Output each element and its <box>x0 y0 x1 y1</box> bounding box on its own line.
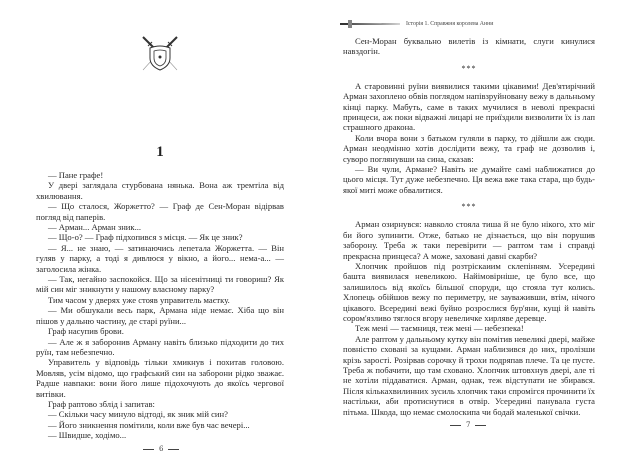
folio-dash <box>475 425 486 427</box>
chapter-number: 1 <box>156 144 164 160</box>
paragraph: Хлопчик пройшов під розтріскаиим склепінням. Усередині башта виявилася невеликою. Найімовірніше, це було все, що залишилось від якоїсь більшої споруди, що стояла тут колись. Хлопець обійшов вежу по периметру, не зауваживши, втім, нічого цікавого. Всередині вежі буйно розрослися бур'яни, кущі й навіть сором'язливо тяглося вгору невеличке хирляве деревце. <box>343 260 595 323</box>
right-page <box>320 0 640 453</box>
paragraph: Коли вчора вони з батьком гуляли в парку, то дійшли аж сюди. Арман неодмінно хотів дослідити вежу, та граф не дозволив і, суворо поглянувши на сина, сказав: <box>343 132 595 164</box>
paragraph: У двері заглядала стурбована нянька. Вона аж тремтіла від хвилювання. <box>36 180 284 201</box>
left-page <box>0 0 320 453</box>
paragraph: — Я... не знаю, — затинаючись лепетала Жоржетта. — Він гуляв у парку, а тоді я дивлюся у вікно, а його... нема-а... — заголосила жінка. <box>36 242 284 274</box>
paragraph: А старовинні руїни виявилися такими цікавими! Дев'ятирічний Арман захоплено обвів поглядом напівзруйновану вежу в дальньому кінці парку. Мабуть, саме в таких мучилися в неволі прекрасні принцеси, аж поки відважні лицарі не приїздили визволити їх із лап страшного дракона. <box>343 80 595 133</box>
paragraph: — Арман... Арман зник... <box>48 222 142 233</box>
section-separator: *** <box>461 63 477 73</box>
page-number: 6 <box>159 445 164 453</box>
paragraph: Тим часом у дверях уже стояв управитель маєтку. <box>48 294 230 305</box>
folio-dash <box>450 425 461 427</box>
page-number-right <box>450 421 486 430</box>
paragraph: — Ми обшукали весь парк, Армана ніде немає. Хіба що він пішов у дальню частину, де старі руїни... <box>36 305 284 326</box>
paragraph: — Скільки часу минуло відтоді, як зник мій син? <box>48 409 228 420</box>
running-head <box>340 20 493 28</box>
sword-icon <box>340 20 400 28</box>
paragraph: — Швидше, ходімо... <box>48 430 127 441</box>
paragraph: Теж мені — таємниця, теж мені — небезпека! <box>355 323 524 334</box>
paragraph: — Що-о? — Граф підхопився з місця. — Як це зник? <box>48 232 243 243</box>
right-body-text <box>343 36 595 417</box>
paragraph: Сен-Моран буквально вилетів із кімнати, слуги кинулися навздогін. <box>343 36 595 57</box>
paragraph: — Але ж я заборонив Арману навіть близько підходити до тих руїн, там небезпечно. <box>36 336 284 357</box>
page-number: 7 <box>466 421 471 429</box>
paragraph: — Пане графе! <box>48 170 104 180</box>
folio-dash <box>168 449 179 451</box>
paragraph: Граф раптово зблід і запитав: <box>48 398 155 409</box>
paragraph: Але раптом у дальньому кутку він помітив невеликі двері, майже повністю сховані за кущами. Арман наблизився до них, пролізши крізь зарості. Розірвав сорочку й трохи подряпав плече. Та це пусте. Треба ж побачити, що там сховано. Хлопчик штовхнув двері, але ті не хотіли піддаватися. Арман, однак, теж відступати не збирався. Після кількахвилинних зусиль хлопчик таки спромігся прочинити їх настільки, аби протиснутися в отвір. Усередині панувала густа пітьма. Шкода, що немає смолоскипа чи бодай маленької свічки. <box>343 333 595 417</box>
left-body-text <box>36 170 284 441</box>
folio-dash <box>143 449 154 451</box>
paragraph: Граф насупив брови. <box>48 326 124 337</box>
paragraph: — Його зникнення помітили, коли вже був час вечері... <box>48 419 250 430</box>
paragraph: — Так, негайно заспокойся. Що за нісенітниці ти говориш? Як мій син міг зникнути у нашому власному парку? <box>36 274 284 295</box>
paragraph: — Що сталося, Жоржетто? — Граф де Сен-Моран відірвав погляд від паперів. <box>36 201 284 222</box>
paragraph: — Ви чули, Армане? Навіть не думайте самі наближатися до цього місця. Тут дуже небезпечно. Ця вежа вже така стара, що будь-якої миті може обвалитися. <box>343 164 595 195</box>
paragraph: Управитель у відповідь тільки хмикнув і похитав головою. Мовляв, усім відомо, що графський син на заборони рідко зважає. Радше навпаки: вони його лише підохочують до якоїсь чергової витівки. <box>36 357 284 399</box>
section-separator: *** <box>461 202 477 212</box>
paragraph: Арман озирнувся: навколо стояла тиша й не було нікого, хто міг би його зупинити. Отже, батько не дізнається, що він порушив заборону. Треба ж таки перевірити — раптом там і справді прекрасна принцеса? А може, заховані давні скарби? <box>343 219 595 261</box>
running-head-title: Історія 1. Справжня королева Анни <box>406 21 494 27</box>
shield-crossed-swords-icon <box>140 34 180 74</box>
